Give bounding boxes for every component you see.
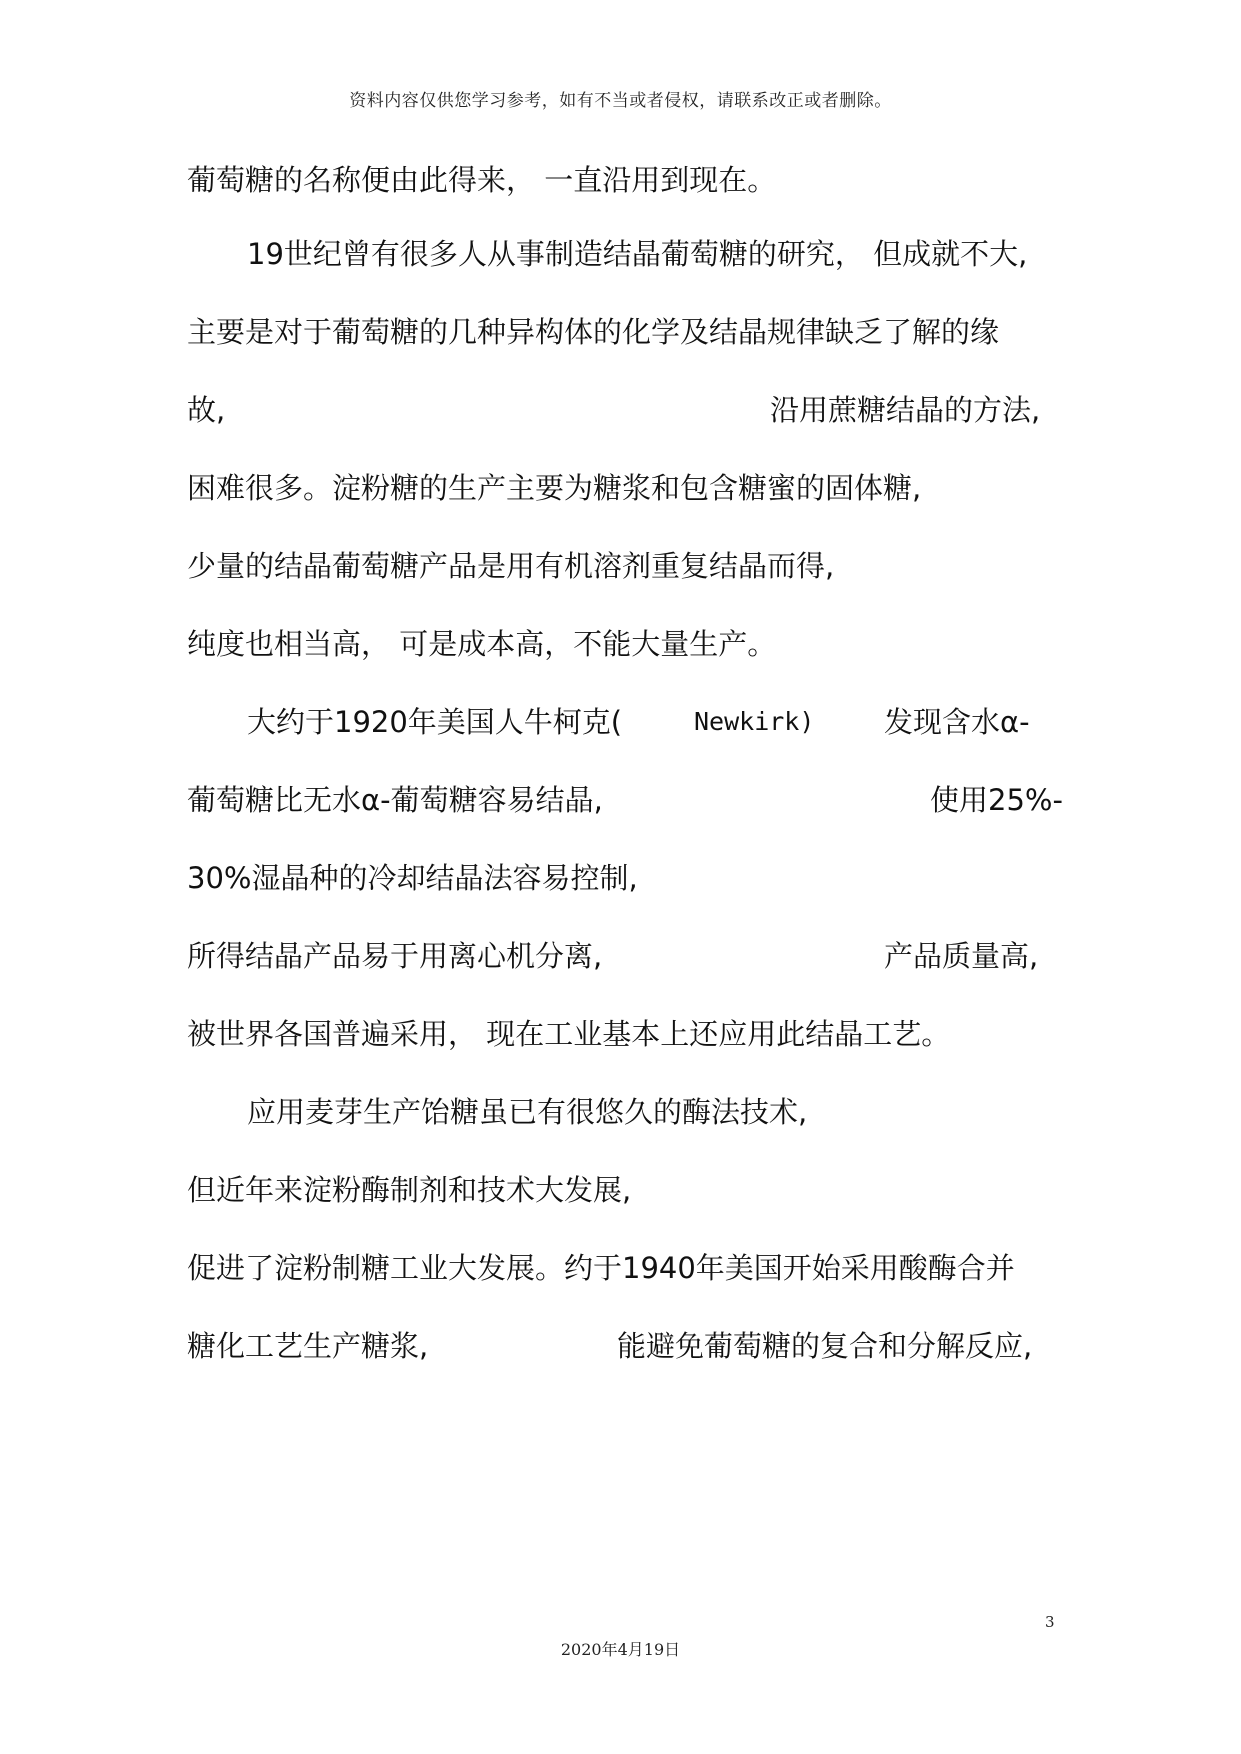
body-line-2: 19世纪曾有很多人从事制造结晶葡萄糖的研究， 但成就不大, [247, 237, 1028, 271]
body-line-8-end: 发现含水α- [884, 705, 1030, 739]
body-line-6: 少量的结晶葡萄糖产品是用有机溶剂重复结晶而得, [187, 549, 835, 583]
body-line-10: 30%湿晶种的冷却结晶法容易控制, [187, 861, 638, 895]
body-line-16-end: 能避免葡萄糖的复合和分解反应, [617, 1329, 1033, 1363]
body-line-15: 促进了淀粉制糖工业大发展。约于1940年美国开始采用酸酶合并 [187, 1251, 1015, 1285]
body-line-12: 被世界各国普遍采用， 现在工业基本上还应用此结晶工艺。 [187, 1017, 951, 1051]
body-line-16-start: 糖化工艺生产糖浆, [187, 1329, 429, 1363]
body-line-3: 主要是对于葡萄糖的几种异构体的化学及结晶规律缺乏了解的缘 [187, 315, 1000, 349]
body-line-11-start: 所得结晶产品易于用离心机分离, [187, 939, 603, 973]
body-line-4-end: 沿用蔗糖结晶的方法, [770, 393, 1041, 427]
header-notice: 资料内容仅供您学习参考，如有不当或者侵权，请联系改正或者删除。 [349, 91, 892, 111]
body-line-8-latin: Newkirk) [694, 707, 815, 736]
body-line-8-start: 大约于1920年美国人牛柯克( [247, 705, 623, 739]
body-line-9-end: 使用25%- [930, 783, 1063, 817]
body-line-14: 但近年来淀粉酶制剂和技术大发展, [187, 1173, 632, 1207]
body-line-4-start: 故, [187, 393, 226, 427]
body-line-13: 应用麦芽生产饴糖虽已有很悠久的酶法技术, [247, 1095, 808, 1129]
body-line-9-start: 葡萄糖比无水α-葡萄糖容易结晶, [187, 783, 603, 817]
page-number: 3 [1045, 1613, 1055, 1631]
body-line-11-end: 产品质量高, [884, 939, 1039, 973]
footer-date: 2020年4月19日 [560, 1640, 681, 1659]
body-line-1: 葡萄糖的名称便由此得来， 一直沿用到现在。 [187, 163, 777, 197]
body-line-7: 纯度也相当高， 可是成本高，不能大量生产。 [187, 627, 777, 661]
body-line-5: 困难很多。淀粉糖的生产主要为糖浆和包含糖蜜的固体糖, [187, 471, 922, 505]
